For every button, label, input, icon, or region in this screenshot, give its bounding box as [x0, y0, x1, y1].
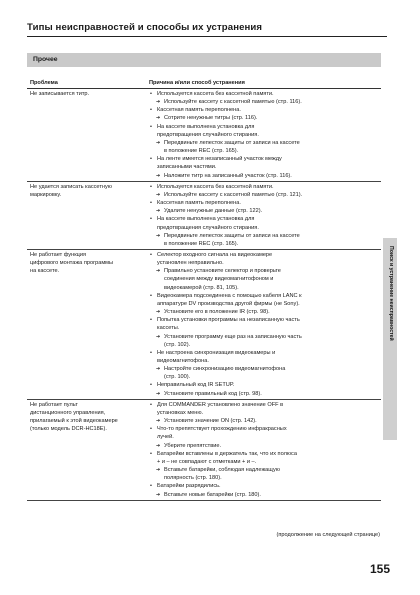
problem-text: Не работает пульт [30, 401, 78, 408]
cause-item: • Используется кассета без кассетной памяти. [149, 183, 381, 191]
cause-item: • Видеокамера подсоединена с помощью кабеля LANC к [149, 292, 381, 300]
troubleshooting-table [27, 78, 381, 501]
remedy-item: ➔ Установите его в положение IR (стр. 98). [149, 308, 381, 316]
continuation-line: установлен неправильно. [157, 260, 224, 267]
cause-item: • Попытка установки программы на незаписанную часть [149, 316, 381, 324]
problem-text: прилагаемый к этой видеокамере [30, 418, 118, 425]
continuation-line: в положение REC (стр. 165). [164, 240, 239, 247]
remedy-item: ➔ Вставьте новые батарейки (стр. 180). [149, 491, 381, 499]
continuation-line: лучей. [157, 434, 174, 441]
cause-item: • На кассете выполнена установка для [149, 123, 381, 131]
continued-note: (продолжение на следующей странице) [276, 532, 380, 538]
problem-text: (только модель DCR-HC18E). [30, 426, 107, 433]
continuation-line: видеомагнитофона. [157, 358, 209, 364]
side-tab-label: Поиск и устранение неисправностей [388, 246, 394, 341]
remedy-item: ➔ Уберите препятствие. [149, 442, 381, 450]
cause-item: • Батарейки вставлены в держатель так, что их полюса [149, 450, 381, 458]
remedy-item: ➔ Передвиньте лепесток защиты от записи на кассете [149, 232, 381, 240]
continuation-line: в положение REC (стр. 165). [164, 148, 239, 155]
cause-item: • Селектор входного сигнала на видеокамере [149, 251, 381, 259]
remedy-item: ➔ Установите правильный код (стр. 98). [149, 390, 381, 398]
cause-item: • Неправильный код IR SETUP. [149, 381, 381, 389]
continuation-line: установках меню. [157, 409, 204, 416]
page-number: 155 [369, 562, 390, 576]
problem-text: маркировку. [30, 191, 62, 198]
cause-item: • Для COMMANDER установлено значение OFF в [149, 401, 381, 409]
cause-item: • На ленте имеется незаписанный участок между [149, 155, 381, 163]
header-problem: Проблема [30, 80, 58, 86]
remedy-item: ➔ Удалите ненужные данные (стр. 122). [149, 207, 381, 215]
continuation-line: (стр. 102). [164, 341, 191, 348]
cause-remedy-cell [149, 400, 381, 500]
cause-item: • Не настроена синхронизация видеокамеры и [149, 349, 381, 357]
table-row [27, 182, 381, 250]
problem-text: Не работает функция [30, 251, 86, 258]
problem-text: Не удается записать кассетную [30, 183, 112, 190]
continuation-line: предотвращения случайного стирания. [157, 224, 259, 231]
cause-item: • Используется кассета без кассетной памяти. [149, 90, 381, 98]
problem-text: дистанционного управления, [30, 409, 106, 416]
table-header [27, 78, 381, 89]
cause-item: • Кассетная память переполнена. [149, 106, 381, 114]
continuation-line: предотвращения случайного стирания. [157, 131, 259, 138]
remedy-item: ➔ Используйте кассету с кассетной памятью (стр. 121). [149, 191, 381, 199]
remedy-item: ➔ Наложите титр на записанный участок (стр. 116). [149, 172, 381, 180]
problem-cell [27, 182, 149, 249]
remedy-item: ➔ Вставьте батарейки, соблюдая надлежащую [149, 466, 381, 474]
cause-remedy-cell [149, 89, 381, 181]
cause-remedy-cell [149, 250, 381, 399]
continuation-line: аппаратуре DV производства другой фирмы (не Sony). [157, 300, 300, 307]
cause-item: • Что-то препятствует прохождению инфракрасных [149, 425, 381, 433]
problem-text: цифрового монтажа программы [30, 260, 114, 267]
remedy-item: ➔ Правильно установите селектор и проверьте [149, 267, 381, 275]
remedy-item: ➔ Настройте синхронизацию видеомагнитофона [149, 365, 381, 373]
problem-cell [27, 89, 149, 181]
continuation-line: кассеты. [157, 325, 180, 332]
continuation-line: соединения между видеомагнитофоном и [164, 276, 274, 283]
problem-cell [27, 250, 149, 399]
cause-item: • Кассетная память переполнена. [149, 199, 381, 207]
problem-cell [27, 400, 149, 500]
continuation-line: (стр. 100). [164, 374, 191, 381]
remedy-item: ➔ Сотрите ненужные титры (стр. 116). [149, 114, 381, 122]
problem-text: Не записывается титр. [30, 91, 90, 97]
section-heading: Прочее [27, 53, 381, 67]
header-cause: Причина и/или способ устранения [149, 80, 245, 86]
remedy-item: ➔ Установите значение ON (стр. 142). [149, 417, 381, 425]
cause-remedy-cell [149, 182, 381, 249]
continuation-line: видеокамерой (стр. 81, 105). [164, 284, 239, 291]
problem-text: на кассете. [30, 268, 60, 275]
remedy-item: ➔ Используйте кассету с кассетной памятью (стр. 116). [149, 98, 381, 106]
table-row [27, 400, 381, 501]
continuation-line: + и – не совпадают с отметками + и –. [157, 458, 257, 465]
cause-item: • Батарейки разрядились. [149, 482, 381, 490]
continuation-line: полярность (стр. 180). [164, 475, 222, 482]
remedy-item: ➔ Установите программу еще раз на записанную часть [149, 333, 381, 341]
table-row [27, 250, 381, 400]
cause-item: • На кассете выполнена установка для [149, 215, 381, 223]
table-body [27, 89, 381, 501]
continuation-line: записанными частями. [157, 164, 217, 171]
remedy-item: ➔ Передвиньте лепесток защиты от записи на кассете [149, 139, 381, 147]
page-title: Типы неисправностей и способы их устранения [27, 22, 387, 37]
table-row [27, 89, 381, 182]
